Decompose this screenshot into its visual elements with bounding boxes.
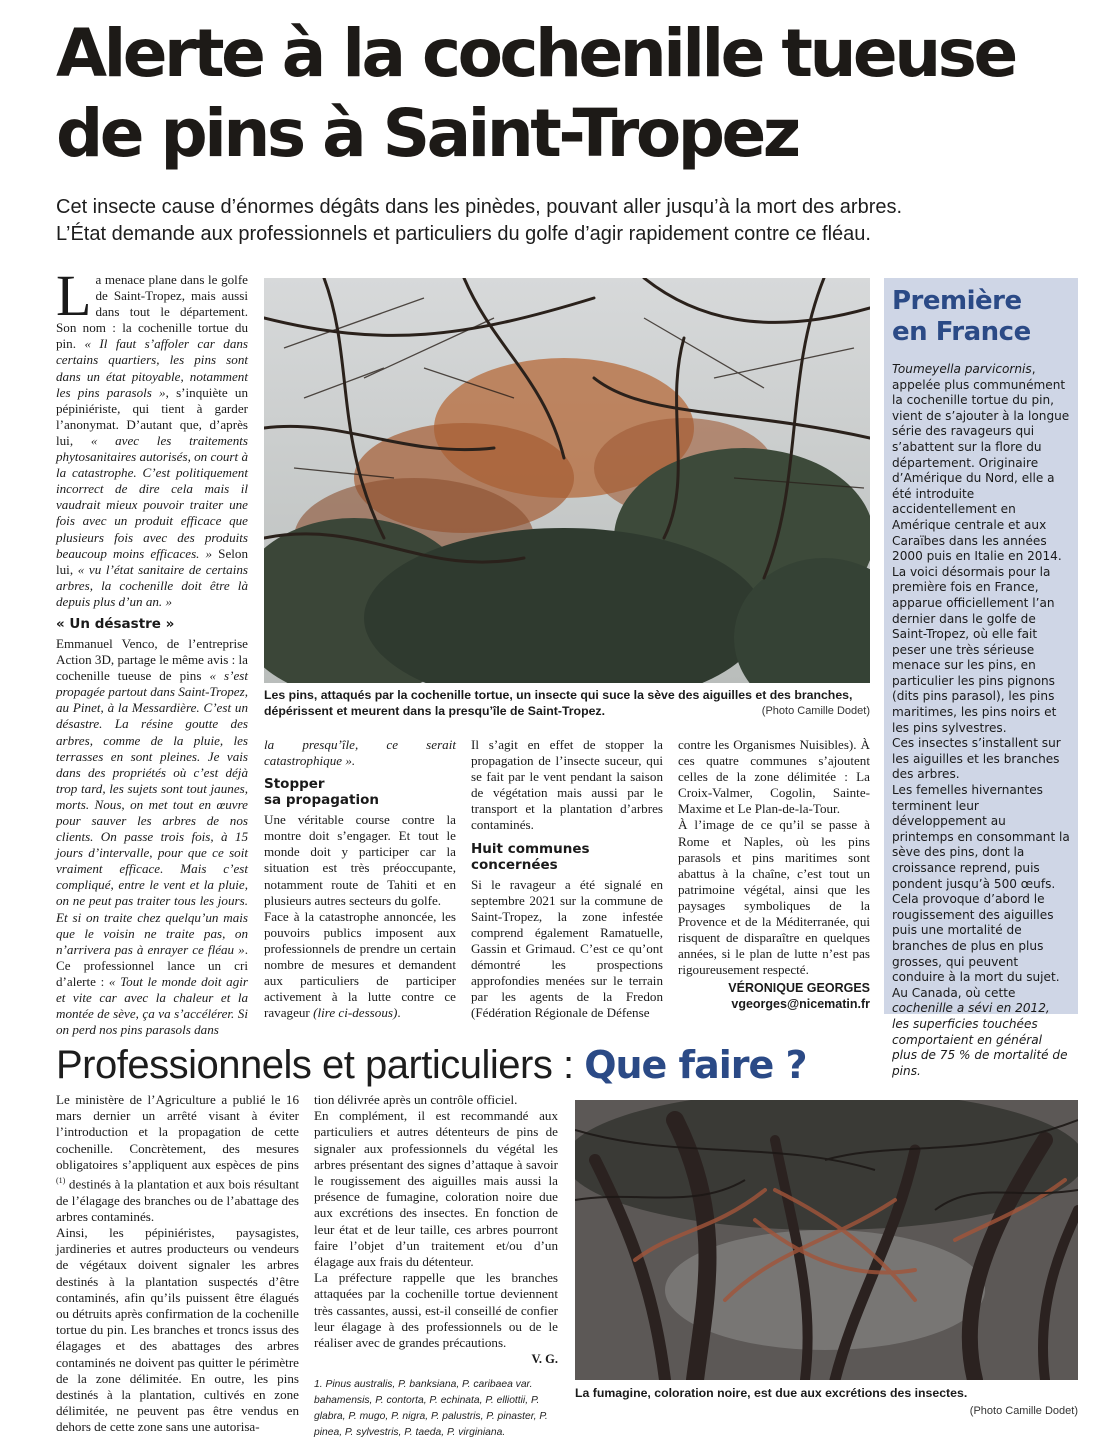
article-paragraph: Face à la catastrophe annoncée, les pouvoirs publics imposent aux professionnels de prendre un certain nombre de mesures et demandent aux particuliers de participer activement à la lutte contre ce ravageur (lire ci-dessous). (264, 908, 456, 1021)
photo-fumagine-image (575, 1100, 1078, 1380)
section2-paragraph: La préfecture rappelle que les branches attaquées par la cochenille tortue deviennent très cassantes, aussi, est-il conseillé de confier leur élagage à des professionnels ou de le réaliser avec de grandes précautions. (314, 1270, 558, 1351)
photo-pines-credit: (Photo Camille Dodet) (761, 705, 870, 717)
article-column-2 (264, 737, 456, 1021)
footnote: 1. Pinus australis, P. banksiana, P. caribaea var. bahamensis, P. contorta, P. echinata, P. elliottii, P. glabra, P. mugo, P. nigra, P. palustris, P. pinaster, P. pinea, P. sylvestris, P. taeda, P. virginiana. (314, 1379, 548, 1439)
section2-paragraph: Le ministère de l’Agriculture a publié le 16 mars dernier un arrêté visant à éviter l’introduction et la propagation de cette cochenille. Concrètement, des mesures obligatoires s’appliquent aux espèces de pins $^{(1)}$ destinés à la plantation et aux bois résultant de l’élagage des branches ou de l’abattage des arbres contaminés. (56, 1092, 299, 1224)
article-paragraph: la presqu’île, ce serait catastrophique ». (264, 737, 456, 769)
standfirst (56, 194, 1096, 248)
article-paragraph: contre les Organismes Nuisibles). À ces quatre communes s’ajoutent celles de la zone délimitée : La Croix-Valmer, Cogolin, Sainte-Maxime et Le Plan-de-la-Tour. (678, 737, 870, 817)
article-column-3 (471, 737, 663, 1021)
photo-pines-image (264, 278, 870, 683)
article-column-1 (56, 263, 249, 1038)
photo-fumagine-caption: La fumagine, coloration noire, est due aux excrétions des insectes. (575, 1386, 968, 1400)
section-title-que-faire: Professionnels et particuliers : Que faire ? (56, 1043, 807, 1087)
standfirst-line-1: Cet insecte cause d’énormes dégâts dans les pinèdes, pouvant aller jusqu’à la mort des arbres. (56, 196, 903, 218)
sidebar-paragraph: Toumeyella parvicornis, appelée plus communément la cochenille tortue du pin, vient de s’ajouter à la longue série des ravageurs qui s’abattent sur la flore du département. Originaire d’Amérique du Nord, elle a été introduite accidentellement en Amérique centrale et aux Caraïbes dans les années 2000 puis en Italie en 2014. La voici désormais pour la première fois en France, apparue officiellement l’an dernier dans le golfe de Saint-Tropez, où elle fait peser une très sérieuse menace sur les pins, en particulier les pins pignons (dits pins parasol), les pins maritimes, les pins noirs et les pins sylvestres. (892, 362, 1070, 735)
headline-line-1: Alerte à la cochenille tueuse (56, 15, 1015, 92)
drop-cap: L (56, 263, 92, 328)
photo-fumagine (575, 1100, 1078, 1380)
headline-line-2: de pins à Saint-Tropez (56, 95, 798, 172)
sidebar-paragraph: Cela provoque d’abord le rougissement des aiguilles puis une mortalité de branches de plus en plus grosses, qui peuvent conduire à la mort du sujet. (892, 892, 1060, 985)
subhead-huit-communes: Huit communes concernées (471, 840, 590, 873)
photo-pines-attacked (264, 278, 870, 683)
section2-column-2 (314, 1092, 558, 1441)
article-paragraph: Une véritable course contre la montre doit s’engager. Et tout le monde doit y participer car la situation est très préoccupante, notamment route de Tahiti et en plusieurs autres secteurs du golfe. (264, 812, 456, 908)
photo-fumagine-credit: (Photo Camille Dodet) (969, 1405, 1078, 1417)
section2-paragraph: tion délivrée après un contrôle officiel. (314, 1092, 518, 1107)
sidebar-body (892, 362, 1070, 1079)
article-paragraph: La menace plane dans le golfe de Saint-Tropez, mais aussi dans tout le département. Son nom : la cochenille tortue du pin. « Il faut s’affoler car dans certains quartiers, les pins sont dans un état pitoyable, notamment les pins parasols », s’inquiète un pépiniériste, qui tient à garder l’anonymat. D’autant que, d’après lui, « avec les traitements phytosanitaires autorisés, on court à la catastrophe. C’est politiquement incorrect de dire cela mais il vaudrait mieux pouvoir traiter une fois avec un produit efficace que plusieurs fois avec des produits beaucoup moins efficaces. » Selon lui, « vu l’état sanitaire de certains arbres, la cochenille doit être là depuis plus d’un an. » (56, 263, 249, 609)
section2-signature: V. G. (531, 1352, 558, 1367)
subhead-stopper: Stopper sa propagation (264, 776, 379, 809)
article-paragraph: À l’image de ce qu’il se passe à Rome et Naples, où les pins parasols et pins maritimes sont abattus à la chaîne, c’est tout un patrimoine végétal, ainsi que les paysages symboliques de la Provence et de la Méditerranée, qui risquent de disparaître en quelques années, si le plan de lutte n’est pas rigoureusement respecté. (678, 817, 870, 978)
sidebar-title: Première en France (892, 286, 1031, 347)
section2-paragraph: Ainsi, les pépiniéristes, paysagistes, jardineries et autres producteurs ou vendeurs de végétaux doivent signaler les arbres destinés à la plantation suspectés d’être contaminés, afin qu’ils puissent être élagués ou détruits après confirmation de la cochenille tortue du pin. Les branches et troncs issus des élagages et des abattages des arbres contaminés ne doivent pas quitter le périmètre de la zone délimitée. En outre, les pins destinés à la plantation, cultivés en zone délimitée, ne peuvent pas être vendus en dehors de cette zone sans une autorisa- (56, 1224, 299, 1435)
sidebar-paragraph: Au Canada, où cette cochenille a sévi en 2012, les superficies touchées comportaient en général plus de 75 % de mortalité de pins. (892, 985, 1068, 1078)
sidebar-premiere-en-france (884, 278, 1078, 1078)
section2-paragraph: En complément, il est recommandé aux particuliers et autres détenteurs de pins de signaler aux professionnels du végétal les arbres présentant des signes d’attaque à savoir le rougissement des aiguilles mais aussi la présence de fumagine, coloration noire due aux excrétions des insectes. En fonction de leur état et de leur taille, ces arbres pourront faire l’objet d’un traitement et/ou d’un élagage aux frais du détenteur. (314, 1108, 558, 1270)
article-paragraph: Si le ravageur a été signalé en septembre 2021 sur la commune de Saint-Tropez, la zone infestée comprend également Ramatuelle, Gassin et Grimaud. C’est ce qu’ont démontré les prospections approfondies menées sur le terrain par les agents de la Fredon (Fédération Régionale de Défense (471, 876, 663, 1021)
section2-column-1 (56, 1092, 299, 1436)
standfirst-line-2: L’État demande aux professionnels et particuliers du golfe d’agir rapidement contre ce fléau. (56, 223, 871, 245)
article-paragraph: Il s’agit en effet de stopper la propagation de l’insecte suceur, qui se fait par le vent pendant la saison de végétation mais aussi par le transport et la plantation d’arbres contaminés. (471, 737, 663, 833)
headline (56, 14, 1096, 174)
author-name: VÉRONIQUE GEORGES (728, 981, 870, 996)
photo-pines-caption: Les pins, attaqués par la cochenille tortue, un insecte qui suce la sève des aiguilles et des branches, dépérissent et meurent dans la presqu’île de Saint-Tropez. (264, 688, 853, 718)
sidebar-paragraph: Ces insectes s’installent sur les aiguilles et les branches des arbres. (892, 736, 1061, 782)
subhead-un-desastre: « Un désastre » (56, 615, 175, 632)
author-email: vgeorges@nicematin.fr (731, 997, 870, 1012)
sidebar-paragraph: Les femelles hivernantes terminent leur développement au printemps en consommant la sève des pins, dont la croissance reprend, puis pondent jusqu’à 500 œufs. (892, 783, 1070, 891)
article-paragraph: Emmanuel Venco, de l’entreprise Action 3D, partage le même avis : la cochenille tueuse de pins « s’est propagée partout dans Saint-Tropez, au Pinet, à la Messardière. C’est un désastre. La résine goutte des arbres, comme de la pluie, les terrasses en sont pleines. Je vais dans des propriétés où c’est déjà trop tard, les sujets sont tout jaunes, morts. Nous, on met tout en œuvre pour sauver les arbres de nos clients. On passe trois fois, à 15 jours d’intervalle, pour que ce soit vraiment efficace. Mais c’est compliqué, entre le vent et la pluie, on ne peut pas traiter tous les jours. Et si on traite chez quelqu’un mais que le voisin ne traite pas, on n’arrivera pas à enrayer ce fléau ». Ce professionnel lance un cri d’alerte : « Tout le monde doit agir et vite car avec la chaleur et la montée de sève, ça va s’accélérer. Si on perd nos pins parasols dans (56, 635, 249, 1038)
article-column-4 (678, 737, 870, 1012)
